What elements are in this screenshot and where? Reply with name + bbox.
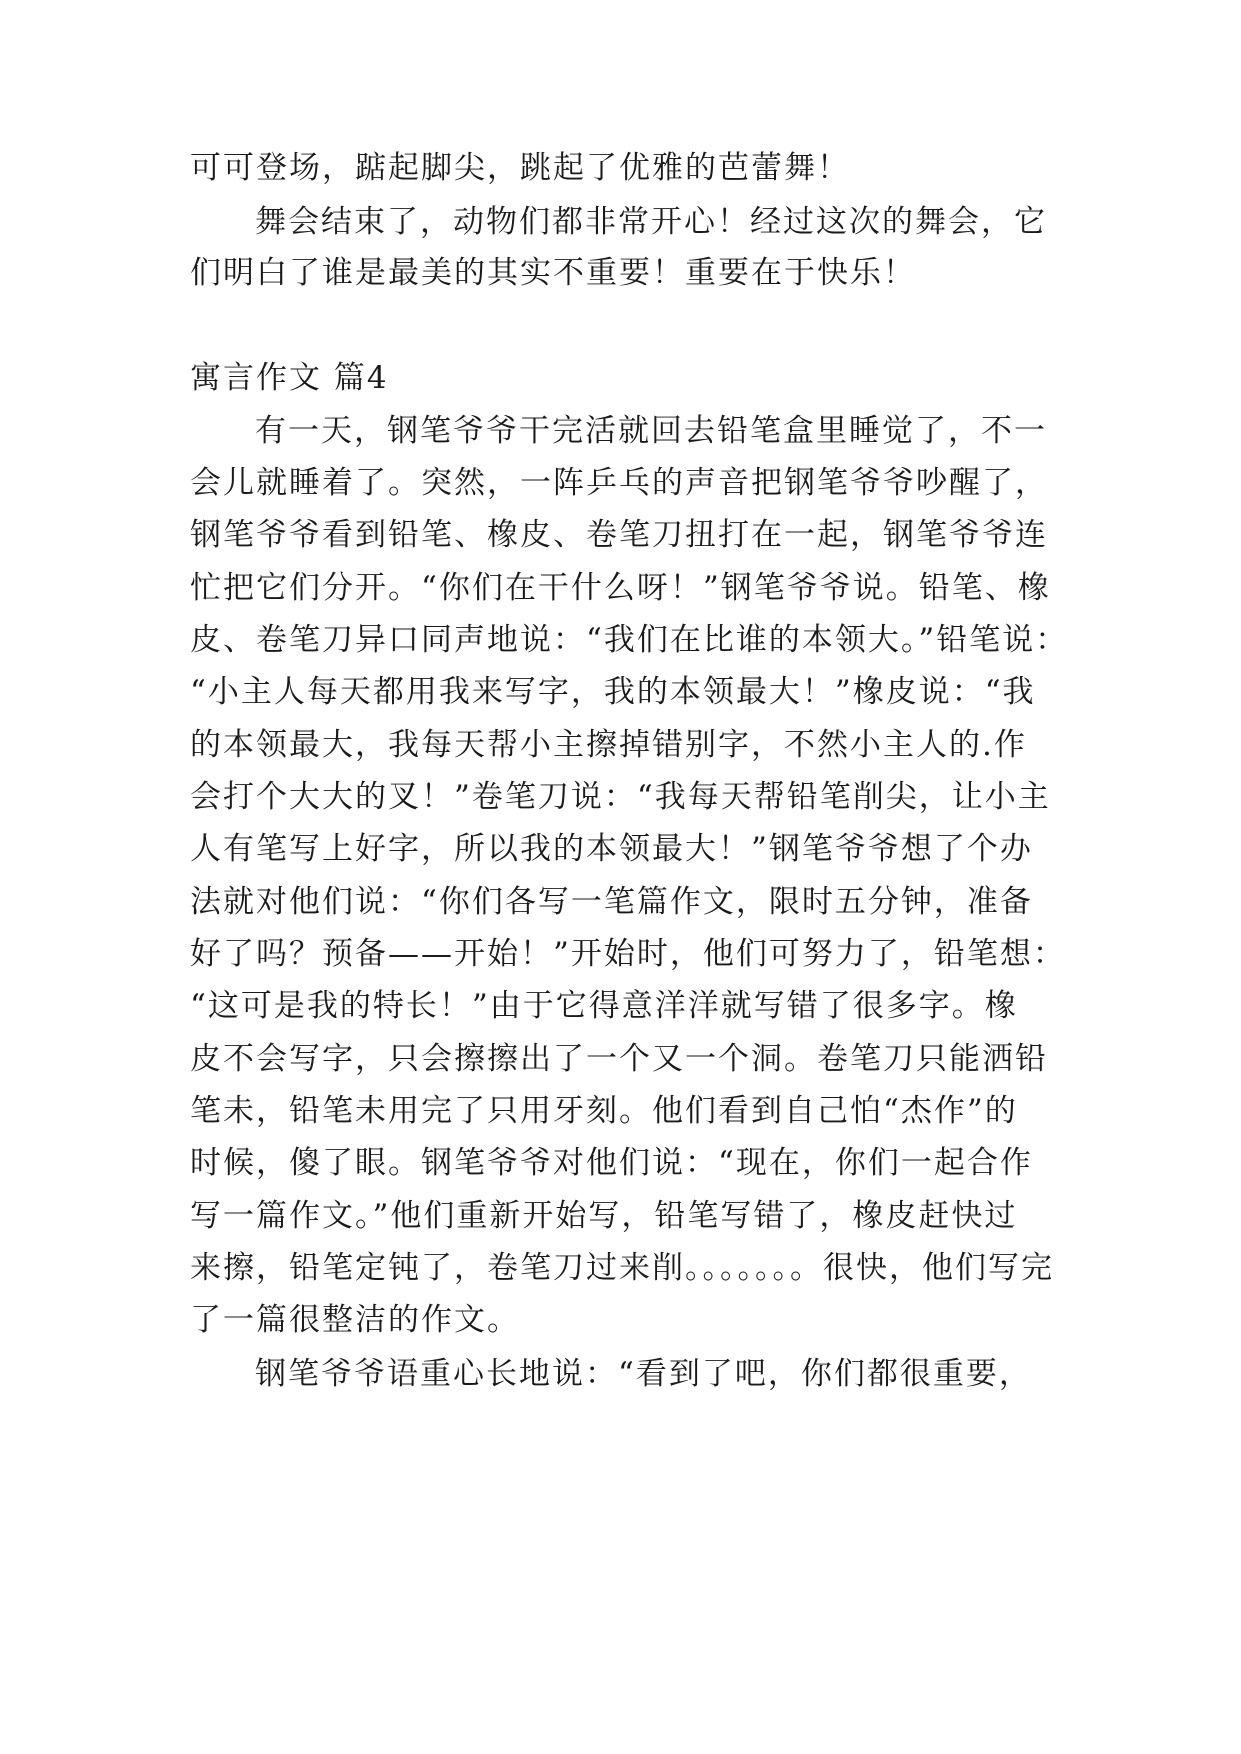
text-line: 舞会结束了，动物们都非常开心！经过这次的舞会，它 — [255, 204, 1047, 240]
text-line: 皮、卷笔刀异口同声地说：“我们在比谁的本领大。”铅笔说： — [190, 622, 1069, 658]
text-line: 好了吗？预备——开始！”开始时，他们可努力了，铅笔想： — [190, 936, 1066, 972]
text-line: 来擦，铅笔定钝了，卷笔刀过来削。。。。。。。很快，他们写完 — [190, 1250, 1054, 1286]
text-line: “这可是我的特长！”由于它得意洋洋就写错了很多字。橡 — [190, 988, 1018, 1024]
text-line: 会打个大大的叉！”卷笔刀说：“我每天帮铅笔削尖，让小主 — [190, 779, 1051, 815]
text-line: 们明白了谁是最美的其实不重要！重要在于快乐！ — [190, 255, 916, 291]
text-line: 了一篇很整洁的作文。 — [190, 1302, 520, 1338]
text-line: 法就对他们说：“你们各写一笔篇作文，限时五分钟，准备 — [190, 884, 1033, 920]
text-line: 可可登场，踮起脚尖，跳起了优雅的芭蕾舞！ — [190, 150, 850, 186]
section-heading: 寓言作文 篇4 — [190, 360, 389, 396]
text-line: 的本领最大，我每天帮小主擦掉错别字，不然小主人的.作 — [190, 727, 1027, 763]
text-line: “小主人每天都用我来写字，我的本领最大！”橡皮说：“我 — [190, 674, 1036, 710]
text-line: 有一天，钢笔爷爷干完活就回去铅笔盒里睡觉了，不一 — [255, 413, 1047, 449]
text-line: 钢笔爷爷看到铅笔、橡皮、卷笔刀扭打在一起，钢笔爷爷连 — [190, 517, 1048, 553]
text-line: 会儿就睡着了。突然，一阵乒乓的声音把钢笔爷爷吵醒了， — [190, 465, 1048, 501]
text-line: 笔未，铅笔未用完了只用牙刻。他们看到自己怕“杰作”的 — [190, 1093, 1018, 1129]
text-line: 写一篇作文。”他们重新开始写，铅笔写错了，橡皮赶快过 — [190, 1198, 1018, 1234]
text-line: 人有笔写上好字，所以我的本领最大！”钢笔爷爷想了个办 — [190, 831, 1033, 867]
text-line: 皮不会写字，只会擦擦出了一个又一个洞。卷笔刀只能洒铅 — [190, 1041, 1048, 1077]
text-line: 忙把它们分开。“你们在干什么呀！”钢笔爷爷说。铅笔、橡 — [190, 570, 1051, 606]
text-line: 时候，傻了眼。钢笔爷爷对他们说：“现在，你们一起合作 — [190, 1145, 1033, 1181]
text-line: 钢笔爷爷语重心长地说：“看到了吧，你们都很重要， — [255, 1356, 1032, 1392]
